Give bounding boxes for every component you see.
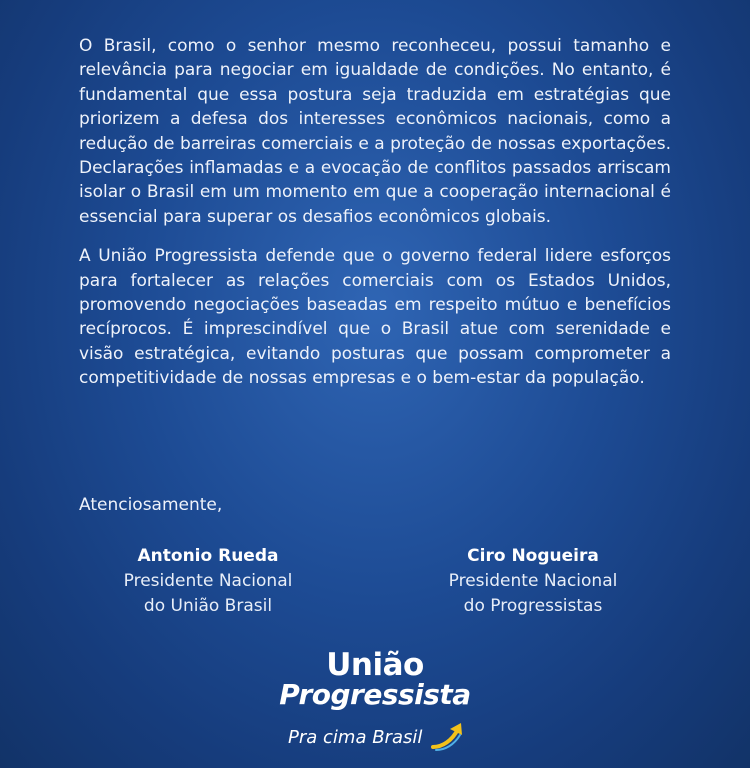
signature-role: do União Brasil <box>143 596 273 616</box>
party-logo <box>240 645 510 765</box>
letter-paragraph: O Brasil, como o senhor mesmo reconheceu, possui tamanho e relevância para negociar em igualdade de condições. No entanto, é fundamental que essa postura seja traduzida em estratégias que priorizem a defesa dos interesses econômicos nacionais, como a redução de barreiras comerciais e a proteção de nossas exportações. Declarações inflamadas e a evocação de conflitos passados arriscam isolar o Brasil em um momento em que a cooperação internacional é essencial para superar os desafios econômicos globais. <box>79 36 671 227</box>
signature-name: Ciro Nogueira <box>467 546 599 566</box>
signature-block <box>78 543 338 619</box>
signature-block <box>403 543 663 619</box>
signature-role: Presidente Nacional <box>123 571 293 591</box>
signature-role: do Progressistas <box>463 596 603 616</box>
logo-slogan: Pra cima Brasil <box>288 727 423 748</box>
letter-closing: Atenciosamente, <box>79 495 223 515</box>
logo-wordmark-line2: Progressista <box>279 678 471 711</box>
letter-paragraph: A União Progressista defende que o governo federal lidere esforços para fortalecer as relações comerciais com os Estados Unidos, promovendo negociações baseadas em respeito mútuo e benefícios recíprocos. É imprescindível que o Brasil atue com serenidade e visão estratégica, evitando posturas que possam comprometer a competitividade de nossas empresas e o bem-estar da população. <box>79 246 671 389</box>
logo-wordmark-line1: União <box>326 647 424 683</box>
letter-body <box>79 34 671 391</box>
signature-name: Antonio Rueda <box>137 546 279 566</box>
signature-role: Presidente Nacional <box>448 571 618 591</box>
upward-arrow-icon <box>430 717 470 753</box>
